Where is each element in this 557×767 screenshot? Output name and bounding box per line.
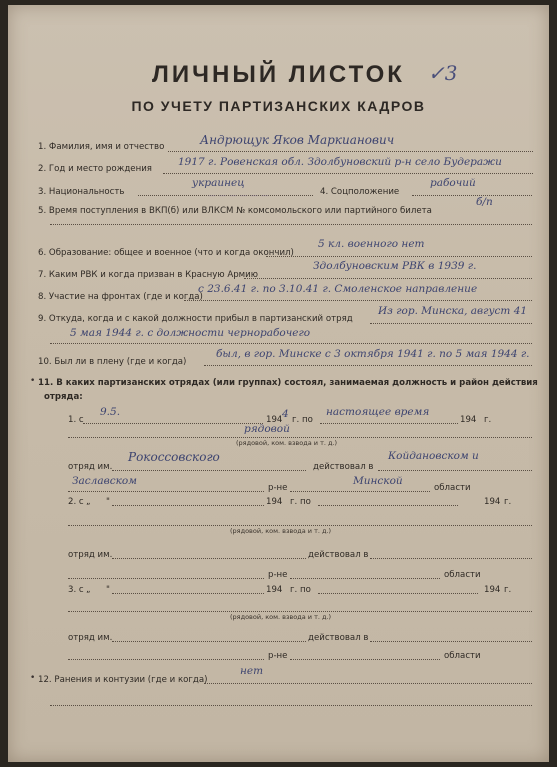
entry-3-year-word-2: г. [504, 585, 512, 595]
entry-1-oblast-label: области [434, 483, 471, 493]
field-11-label: 11. В каких партизанских отрядах (или группах) состоял, занимаемая должность и район действия [38, 378, 538, 388]
field-6-line [266, 256, 532, 257]
field-4-value: рабочий [430, 177, 476, 189]
field-7-value: Здолбуновским РВК в 1939 г. [313, 260, 477, 272]
field-7-line [244, 278, 532, 279]
field-8-value: с 23.6.41 г. по 3.10.41 г. Смоленское направление [198, 283, 478, 295]
field-3-value: украинец [192, 177, 245, 189]
field-6-value: 5 кл. военного нет [318, 238, 425, 250]
entry-3-position-hint: (рядовой, ком. взвода и т. д.) [230, 613, 332, 621]
field-8-label: 8. Участие на фронтах (где и когда) [38, 292, 203, 302]
entry-2-year-1: 194 [266, 497, 283, 507]
entry-1-oblast: Минской [353, 475, 403, 487]
entry-1-year-word-1: г. по [292, 415, 313, 425]
field-10-line [204, 365, 532, 366]
field-4-line [412, 195, 532, 196]
entry-1-num: 1. с [68, 415, 84, 425]
entry-1-end: настоящее время [326, 406, 430, 418]
field-9-value-2: 5 мая 1944 г. с должности чернорабочего [70, 327, 311, 339]
field-6-label: 6. Образование: общее и военное (что и когда окончил) [38, 248, 294, 258]
entry-2-otryad-label: отряд им. [68, 550, 113, 560]
entry-2-year-word-1: г. по [290, 497, 311, 507]
field-8-line [184, 300, 532, 301]
entry-2-year-2: 194 [484, 497, 501, 507]
entry-3-num: 3. с [68, 585, 84, 595]
entry-1-rayon: Заславском [72, 475, 137, 487]
field-7-label: 7. Каким РВК и когда призван в Красную Армию [38, 270, 258, 280]
entry-2-oblast-label: области [444, 570, 481, 580]
field-4-label: 4. Соцположение [320, 187, 400, 197]
entry-3-year-1: 194 [266, 585, 283, 595]
field-9-line-1 [370, 323, 532, 324]
entry-1-deystv-label: действовал в [313, 462, 374, 472]
entry-2-deystv-label: действовал в [308, 550, 369, 560]
field-10-label: 10. Был ли в плену (где и когда) [38, 357, 187, 367]
entry-2-position-hint: (рядовой, ком. взвода и т. д.) [230, 527, 332, 535]
field-2-label: 2. Год и место рождения [38, 164, 152, 174]
field-2-line [163, 173, 533, 174]
document-title: ЛИЧНЫЙ ЛИСТОК [152, 61, 405, 88]
field-1-line [168, 151, 533, 152]
field-11-label-cont: отряда: [44, 392, 83, 402]
field-5-label: 5. Время поступления в ВКП(б) или ВЛКСМ № комсомольского или партийного билета [38, 206, 432, 216]
entry-1-position-hint: (рядовой, ком. взвода и т. д.) [236, 439, 338, 447]
faded-overwrite-1: — — — — — — [208, 191, 269, 200]
entry-3-year-word-1: г. по [290, 585, 311, 595]
field-12-label: 12. Ранения и контузии (где и когда) [38, 675, 208, 685]
entry-3-year-2: 194 [484, 585, 501, 595]
field-3-label: 3. Национальность [38, 187, 125, 197]
field-1-label: 1. Фамилия, имя и отчество [38, 142, 165, 152]
entry-1-otryad-label: отряд им. [68, 462, 113, 472]
document-sheet: ЛИЧНЫЙ ЛИСТОК ✓3 ПО УЧЕТУ ПАРТИЗАНСКИХ КАДРОВ 1. Фамилия, имя и отчество Андрющук Яков Маркианович 2. Год и место рождения 1917 г. Ровенская обл. Здолбуновский р-н село Будеражи 3. Национальность украинец 4. Соцположение рабочий — — — — — — 5. Время поступления в ВКП(б) или ВЛКСМ № комсомольского или партийного билета б/п 6. Образование: общее и военное (что и когда окончил) 5 кл. военного нет 7. Каким РВК и когда призван в Красную Армию Здолбуновским РВК в 1939 г. 8. Участие на фронтах (где и когда) с 23.6.41 г. по 3.10.41 г. Смоленское направление 9. Откуда, когда и с какой должности прибыл в партизанский отряд Из гор. Минска, август 41 5 мая 1944 г. с должности чернорабочего 10. Был ли в плену (где и когда) был, в гор. Минске с 3 октября 1941 г. по 5 мая 1944 г. • 11. В каких партизанских отрядах (или группах) состоял, занимаемая должность и район действия отряда: 1. с 9.5. 194 4 г. по настоящее время 194 г. рядовой (рядовой, ком. взвода и т. д.) отряд им. Рокоссовского действовал в Койдановском и Заславском р-не Минской области 2. с „ " 194 г. по 194 г. (рядовой, ком. взвода и т. д.) отряд им. действовал в р-не области 3. с „ " 194 г. по 194 г. (рядовой, ком. взвода и т. д.) отряд им. действовал в р-не области • 12. Ранения и контузии (где и когда) нет [8, 5, 549, 762]
entry-1-year-1: 194 [266, 415, 283, 425]
entry-1-year-2: 194 [460, 415, 477, 425]
document-subtitle: ПО УЧЕТУ ПАРТИЗАНСКИХ КАДРОВ [131, 98, 426, 114]
entry-1-deystv: Койдановском и [388, 450, 479, 462]
field-5-line [50, 224, 532, 225]
entry-1-position: рядовой [244, 423, 290, 435]
entry-3-otryad-label: отряд им. [68, 633, 113, 643]
corner-mark: ✓3 [428, 61, 458, 85]
entry-1-start: 9.5. [100, 406, 121, 418]
entry-1-rayon-label: р-не [268, 483, 288, 493]
field-5-value: б/п [476, 196, 493, 208]
entry-3-rayon-label: р-не [268, 651, 288, 661]
entry-2-rayon-label: р-не [268, 570, 288, 580]
entry-1-year-word-2: г. [484, 415, 492, 425]
field-2-value: 1917 г. Ровенская обл. Здолбуновский р-н село Будеражи [178, 156, 502, 168]
field-9-label: 9. Откуда, когда и с какой должности прибыл в партизанский отряд [38, 314, 353, 324]
field-12-value: нет [240, 665, 264, 677]
field-1-value: Андрющук Яков Маркианович [200, 133, 395, 147]
entry-3-oblast-label: области [444, 651, 481, 661]
field-12-line [204, 683, 532, 684]
entry-2-num: 2. с [68, 497, 84, 507]
entry-1-year-hw: 4 [282, 408, 289, 420]
field-9-value-1: Из гор. Минска, август 41 [378, 305, 528, 317]
entry-1-otryad: Рокоссовского [128, 450, 220, 464]
entry-3-deystv-label: действовал в [308, 633, 369, 643]
field-10-value: был, в гор. Минске с 3 октября 1941 г. по 5 мая 1944 г. [216, 348, 530, 360]
field-9-line-2 [50, 343, 532, 344]
entry-2-year-word-2: г. [504, 497, 512, 507]
